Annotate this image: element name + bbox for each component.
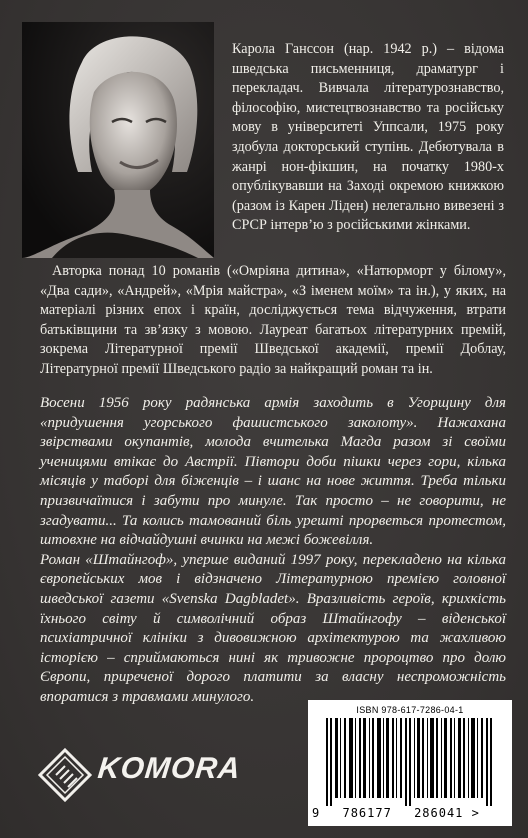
ean-digits xyxy=(312,806,508,820)
barcode xyxy=(308,700,512,826)
isbn-text: ISBN 978-617-7286-04-1 xyxy=(356,705,464,715)
author-bio-top: Карола Ганссон (нар. 1942 р.) – відома шведська письменниця, драматург і перекладач. Вивчала літературознавство, філософію, мистецтвознавство та російську мову в університеті Уппсали, 1975 року здобула докторський ступінь. Дебютувала в жанрі нон-фікшин, на початку 1980-х опублікувавши на Заході окремою книжкою (разом із Карен Ліден) нелегально вивезені з СРСР інтерв’ю з російськими жінками. xyxy=(232,41,504,234)
barcode-bars xyxy=(322,718,500,806)
ean-right-group: 286041 xyxy=(414,806,464,820)
ean-end-mark: > xyxy=(471,806,480,820)
blurb-paragraph-2: Роман «Штайнгоф», уперше виданий 1997 року, перекладено на кілька європейських мов і відзначено Літературною премією головної шведської газети «Svenska Dagbladet». Вразливість героїв, крихкість їхнього світу й символічний образ Штайнгофу – віденської психіатричної клініки з дивовижною архітектурою та жахливою історією – сприймаються нині як тривожне пророцтво про долю Європи, приреченої дорого платити за власну неспроможність впоратися з травмами минулого. xyxy=(40,551,506,705)
blurb-paragraph-1: Восени 1956 року радянська армія заходить в Угорщину для «придушення угорського фашистського заколоту». Нажахана звірствами окупантів, молода вчителька Магда разом зі своїми ученицями втікає до Австрії. Півтори доби пішки через гори, кілька місяців у таборі для біженців – і шанс на нове життя. Треба тільки призвичаїтися і забути про минуле. Так просто – не говорити, не згадувати... Та колись тамований біль урешті прорветься протестом, штовхне на відчайдушні вчинки на межі божевілля. xyxy=(40,395,506,549)
publisher-name: KOMORA xyxy=(96,752,243,785)
publisher-logo-icon xyxy=(38,748,92,802)
author-photo xyxy=(22,22,214,258)
author-bio-bottom: Авторка понад 10 романів («Омріяна дитина», «Натюрморт у білому», «Два сади», «Андрей», «Мрія майстра», «З іменем моїм» та ін.), у яких, на матеріалі різних епох і країн, досліджується тема відчуження, втрати батьківщини та зв’язку з мовою. Лауреат багатьох літературних премій, зокрема Літературної премії Шведської академії, премії Доблау, Літературної премії Шведського радіо за найкращий роман та ін. xyxy=(40,263,506,377)
ean-first-digit: 9 xyxy=(312,806,321,820)
book-blurb xyxy=(40,394,506,708)
ean-left-group: 786177 xyxy=(342,806,392,820)
